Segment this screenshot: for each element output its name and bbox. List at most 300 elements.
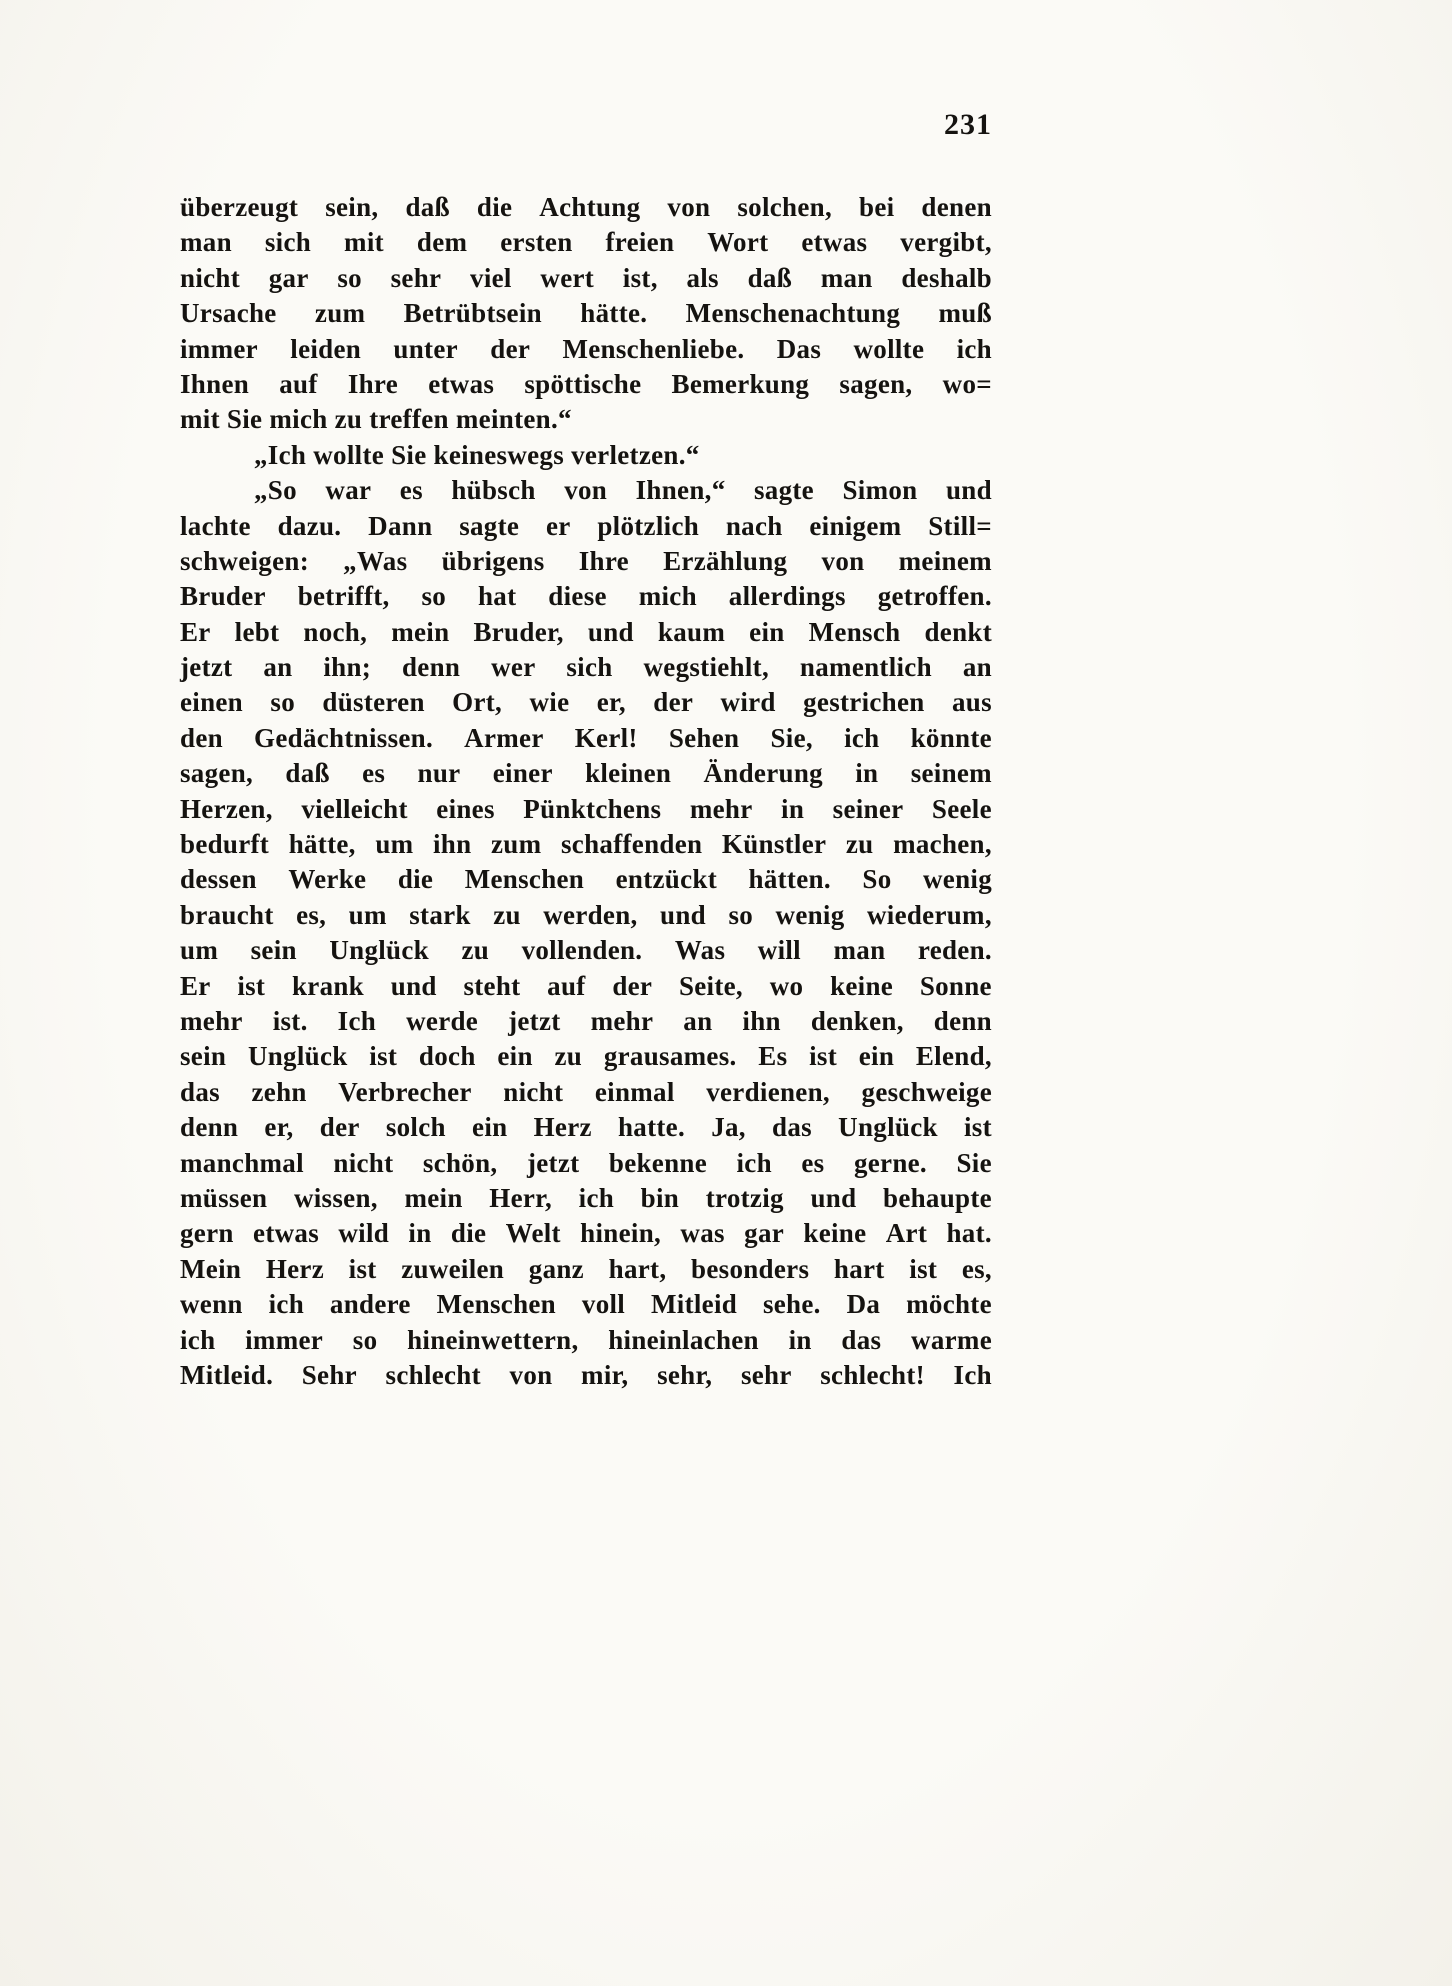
word: in: [781, 793, 805, 824]
word: gern: [180, 1218, 234, 1249]
word: der: [653, 687, 694, 718]
word: um: [375, 829, 414, 860]
word: wer: [491, 652, 536, 683]
word: sehr,: [657, 1359, 713, 1390]
word: Elend,: [915, 1041, 992, 1072]
word: zuweilen: [401, 1253, 505, 1284]
text-line: [180, 190, 992, 225]
word: er,: [596, 687, 626, 718]
word: auf: [279, 368, 318, 399]
word: Wort: [707, 227, 769, 258]
word: Menschen: [436, 1289, 556, 1320]
word: keine: [803, 1218, 867, 1249]
word: man: [833, 935, 886, 966]
word: dessen: [180, 864, 257, 895]
word: betrifft,: [297, 581, 390, 612]
word: Bruder: [180, 581, 266, 612]
word: es,: [961, 1253, 992, 1284]
word: wird: [720, 687, 776, 718]
word: lebt: [234, 616, 280, 647]
word: hart,: [608, 1253, 667, 1284]
word: Ihre: [347, 368, 399, 399]
word: mehr: [689, 793, 753, 824]
word: seinem: [910, 758, 992, 789]
word: mit: [344, 227, 384, 258]
word: einmal: [594, 1076, 675, 1107]
text-line: [180, 1216, 992, 1251]
word: viel: [470, 262, 512, 293]
word: ich: [268, 1289, 305, 1320]
word: bedurft: [180, 829, 270, 860]
word: Das: [776, 333, 822, 364]
word: sein: [180, 1041, 227, 1072]
word: ersten: [500, 227, 573, 258]
word: eines: [436, 793, 495, 824]
word: Bruder,: [473, 616, 564, 647]
word: meinem: [898, 545, 992, 576]
word: Mein: [180, 1253, 242, 1284]
word: denn: [180, 1112, 239, 1143]
word: Menschenliebe.: [562, 333, 745, 364]
text-line: [180, 933, 992, 968]
word: ihn: [433, 829, 472, 860]
text-line: [180, 509, 992, 544]
word: gar: [268, 262, 309, 293]
word: Unglück: [329, 935, 429, 966]
word: das: [772, 1112, 812, 1143]
word: geschweige: [861, 1076, 992, 1107]
word: einigem: [809, 510, 902, 541]
word: Gedächtnissen.: [254, 722, 434, 753]
word: nicht: [503, 1076, 564, 1107]
text-line: [180, 1039, 992, 1074]
word: wissen,: [293, 1182, 378, 1213]
text-line: [180, 1252, 992, 1287]
word: sehr: [390, 262, 442, 293]
text-line: [180, 792, 992, 827]
word: noch,: [303, 616, 368, 647]
word: zu: [845, 829, 874, 860]
word: einer: [492, 758, 553, 789]
word: entzückt: [615, 864, 718, 895]
word: hart: [833, 1253, 885, 1284]
word: müssen: [180, 1182, 268, 1213]
word: Welt: [505, 1218, 561, 1249]
word: etwas: [428, 368, 495, 399]
word: er: [545, 510, 571, 541]
word: denken,: [810, 1005, 904, 1036]
word: wenig: [923, 864, 992, 895]
word: bin: [640, 1182, 680, 1213]
word: wild: [338, 1218, 390, 1249]
word: „Was: [343, 545, 408, 576]
word: ist: [369, 1041, 398, 1072]
text-line: [180, 969, 992, 1004]
word: sich: [566, 652, 613, 683]
word: hätte,: [288, 829, 356, 860]
word: Da: [846, 1289, 881, 1320]
text-line: „Ich wollte Sie keineswegs verletzen.“: [254, 439, 700, 470]
word: denkt: [924, 616, 992, 647]
word: dazu.: [277, 510, 342, 541]
word: Herr,: [489, 1182, 553, 1213]
word: ihn;: [323, 652, 372, 683]
word: wenig: [775, 899, 845, 930]
word: zum: [314, 298, 366, 329]
word: mir,: [581, 1359, 629, 1390]
word: von: [821, 545, 865, 576]
word: ein: [749, 616, 785, 647]
text-line: [180, 862, 992, 897]
word: Mensch: [808, 616, 901, 647]
word: Seele: [931, 793, 992, 824]
word: so: [728, 899, 754, 930]
word: Er: [180, 616, 211, 647]
word: man: [820, 262, 873, 293]
word: denen: [921, 192, 992, 222]
word: ein: [472, 1112, 508, 1143]
word: werde: [406, 1005, 479, 1036]
word: sein: [250, 935, 297, 966]
text-line: [180, 367, 992, 402]
word: ich: [844, 722, 880, 753]
word: Armer: [464, 722, 544, 753]
word: könnte: [910, 722, 992, 753]
word: mein: [391, 616, 450, 647]
word: getroffen.: [877, 581, 992, 612]
word: seiner: [832, 793, 904, 824]
word: kleinen: [585, 758, 672, 789]
word: vergibt,: [900, 227, 992, 258]
word: wert: [540, 262, 595, 293]
word: schlecht!: [820, 1359, 925, 1390]
word: jetzt: [508, 1005, 561, 1036]
word: wenn: [180, 1289, 243, 1320]
word: Ursache: [180, 298, 277, 329]
word: war: [325, 475, 372, 506]
word: Unglück: [838, 1112, 938, 1143]
word: so: [352, 1324, 378, 1355]
word: ist: [348, 1253, 377, 1284]
text-line: [180, 1181, 992, 1216]
word: hatte.: [617, 1112, 686, 1143]
word: Ich: [337, 1005, 377, 1036]
word: der: [612, 970, 653, 1001]
text-line: [180, 225, 992, 260]
word: unter: [393, 333, 458, 364]
word: in: [855, 758, 879, 789]
word: sehr: [740, 1359, 792, 1390]
word: Herzen,: [180, 793, 273, 824]
word: Ihre: [578, 545, 629, 576]
word: ist,: [622, 262, 658, 293]
word: zu: [554, 1041, 583, 1072]
word: er,: [264, 1112, 294, 1143]
text-line: mit Sie mich zu treffen meinten.“: [180, 404, 572, 435]
word: freien: [605, 227, 675, 258]
word: Sie,: [770, 722, 813, 753]
word: von: [667, 192, 711, 222]
text-line: [180, 1146, 992, 1181]
word: man: [180, 227, 232, 258]
word: sagen,: [180, 758, 254, 789]
word: nach: [725, 510, 783, 541]
word: daß: [747, 262, 793, 293]
word: Verbrecher: [338, 1076, 472, 1107]
word: Sehr: [301, 1359, 357, 1390]
word: um: [180, 935, 219, 966]
text-line: [180, 898, 992, 933]
word: manchmal: [180, 1147, 304, 1178]
word: Pünktchens: [523, 793, 662, 824]
word: so: [337, 262, 362, 293]
word: in: [408, 1218, 432, 1249]
word: lachte: [180, 510, 251, 541]
word: Unglück: [247, 1041, 348, 1072]
word: mich: [638, 581, 697, 612]
word: von: [509, 1359, 553, 1390]
page-number: 231: [944, 108, 992, 141]
word: Ort,: [452, 687, 503, 718]
word: So: [862, 864, 892, 895]
word: gestrichen: [803, 687, 925, 718]
word: jetzt: [526, 1147, 580, 1178]
word: plötzlich: [597, 510, 700, 541]
text-line: [180, 1004, 992, 1039]
text-line: [180, 332, 992, 367]
word: und: [660, 899, 706, 930]
word: die: [476, 192, 513, 222]
word: hinein,: [580, 1218, 662, 1249]
word: behaupte: [883, 1182, 992, 1213]
word: schlecht: [385, 1359, 481, 1390]
word: hat: [477, 581, 517, 612]
word: um: [348, 899, 387, 930]
word: was: [680, 1218, 725, 1249]
word: steht: [463, 970, 521, 1001]
word: ist: [964, 1112, 992, 1143]
word: Ich: [953, 1359, 992, 1390]
word: einen: [180, 687, 244, 718]
word: solch: [385, 1112, 446, 1143]
paragraph: [180, 473, 992, 1393]
word: der: [490, 333, 531, 364]
word: ich: [736, 1147, 772, 1178]
word: solchen,: [737, 192, 833, 222]
word: vollenden.: [521, 935, 643, 966]
word: Menschen: [464, 864, 585, 895]
word: Still=: [928, 510, 992, 541]
word: und: [390, 970, 437, 1001]
word: gerne.: [853, 1147, 927, 1178]
word: überzeugt: [180, 192, 299, 222]
word: ist: [237, 970, 266, 1001]
word: es: [801, 1147, 825, 1178]
text-line: [180, 1358, 992, 1393]
word: in: [788, 1324, 812, 1355]
word: ein: [858, 1041, 895, 1072]
word: Ja,: [711, 1112, 746, 1143]
word: immer: [245, 1324, 324, 1355]
word: ich: [180, 1324, 216, 1355]
word: dem: [416, 227, 468, 258]
word: sagen,: [839, 368, 913, 399]
word: hätte.: [580, 298, 648, 329]
word: das: [180, 1076, 220, 1107]
word: gar: [744, 1218, 785, 1249]
word: namentlich: [799, 652, 932, 683]
word: Es: [758, 1041, 788, 1072]
word: bekenne: [608, 1147, 708, 1178]
word: an: [263, 652, 293, 683]
word: warme: [911, 1324, 992, 1355]
word: immer: [180, 333, 258, 364]
word: zu: [493, 899, 521, 930]
word: Ihnen,“: [635, 475, 726, 506]
word: Sonne: [919, 970, 992, 1001]
word: werden,: [543, 899, 638, 930]
word: sagte: [459, 510, 520, 541]
word: etwas: [253, 1218, 320, 1249]
text-line: [180, 1075, 992, 1110]
word: vielleicht: [301, 793, 408, 824]
word: ihn: [742, 1005, 781, 1036]
word: jetzt: [180, 652, 233, 683]
word: Menschenachtung: [685, 298, 901, 329]
word: kaum: [657, 616, 726, 647]
word: Bemerkung: [671, 368, 810, 399]
word: Herz: [533, 1112, 592, 1143]
word: Herz: [265, 1253, 324, 1284]
text-line: [180, 685, 992, 720]
word: Betrübtsein: [403, 298, 542, 329]
word: denn: [401, 652, 461, 683]
word: schweigen:: [180, 545, 309, 576]
text-line: [180, 1287, 992, 1322]
word: Werke: [288, 864, 367, 895]
text-line: [180, 261, 992, 296]
word: an: [683, 1005, 713, 1036]
word: allerdings: [728, 581, 846, 612]
word: und: [810, 1182, 857, 1213]
word: hätten.: [748, 864, 831, 895]
word: Erzählung: [663, 545, 788, 576]
text-line: [180, 1110, 992, 1145]
word: düsteren: [322, 687, 425, 718]
word: nur: [417, 758, 461, 789]
text-line: [254, 473, 992, 508]
word: Sie: [956, 1147, 992, 1178]
word: ganz: [528, 1253, 584, 1284]
word: Änderung: [703, 758, 823, 789]
word: es,: [296, 899, 327, 930]
word: sich: [264, 227, 312, 258]
word: wo=: [942, 368, 992, 399]
word: schaffenden: [561, 829, 703, 860]
word: die: [450, 1218, 487, 1249]
word: Simon: [842, 475, 918, 506]
text-line: [180, 1323, 992, 1358]
word: es: [399, 475, 423, 506]
word: wollte: [853, 333, 925, 364]
word: es: [362, 758, 386, 789]
word: hineinlachen: [608, 1324, 759, 1355]
word: ist.: [272, 1005, 308, 1036]
word: den: [180, 722, 223, 753]
word: grausames.: [603, 1041, 737, 1072]
word: Sehen: [668, 722, 740, 753]
word: daß: [285, 758, 330, 789]
word: Art: [885, 1218, 928, 1249]
word: sein,: [325, 192, 379, 222]
word: übrigens: [441, 545, 545, 576]
paragraph: [180, 190, 992, 438]
word: hineinwettern,: [407, 1324, 579, 1355]
word: aus: [951, 687, 992, 718]
word: sagte: [753, 475, 814, 506]
word: ein: [497, 1041, 533, 1072]
word: andere: [329, 1289, 411, 1320]
word: ich: [578, 1182, 615, 1213]
word: „So: [254, 475, 297, 506]
word: etwas: [801, 227, 868, 258]
word: das: [841, 1324, 882, 1355]
word: mehr: [590, 1005, 654, 1036]
word: trotzig: [705, 1182, 784, 1213]
text-line: [180, 544, 992, 579]
word: leiden: [290, 333, 362, 364]
word: mein: [404, 1182, 463, 1213]
word: von: [564, 475, 608, 506]
word: wo: [769, 970, 804, 1001]
word: ist: [809, 1041, 838, 1072]
word: hat.: [946, 1218, 992, 1249]
word: diese: [548, 581, 607, 612]
word: so: [421, 581, 447, 612]
word: verdienen,: [706, 1076, 830, 1107]
word: keine: [830, 970, 894, 1001]
word: die: [397, 864, 434, 895]
paragraph: [180, 438, 992, 473]
word: zu: [461, 935, 490, 966]
word: Er: [180, 970, 211, 1001]
word: schön,: [422, 1147, 498, 1178]
word: Dann: [368, 510, 433, 541]
word: ist: [909, 1253, 938, 1284]
text-line: [180, 615, 992, 650]
word: und: [945, 475, 992, 506]
word: Künstler: [721, 829, 827, 860]
word: mehr: [180, 1005, 243, 1036]
text-line: [180, 756, 992, 791]
word: ich: [956, 333, 992, 364]
word: Kerl!: [574, 722, 638, 753]
word: will: [757, 935, 801, 966]
text-block: [180, 190, 992, 1393]
text-line: [180, 721, 992, 756]
word: Mitleid.: [180, 1359, 274, 1390]
word: hübsch: [451, 475, 536, 506]
word: an: [962, 652, 992, 683]
word: nicht: [333, 1147, 394, 1178]
word: zehn: [251, 1076, 307, 1107]
word: sehe.: [762, 1289, 821, 1320]
word: krank: [291, 970, 365, 1001]
word: Mitleid: [650, 1289, 738, 1320]
word: deshalb: [901, 262, 992, 293]
word: und: [587, 616, 634, 647]
word: spöttische: [524, 368, 642, 399]
